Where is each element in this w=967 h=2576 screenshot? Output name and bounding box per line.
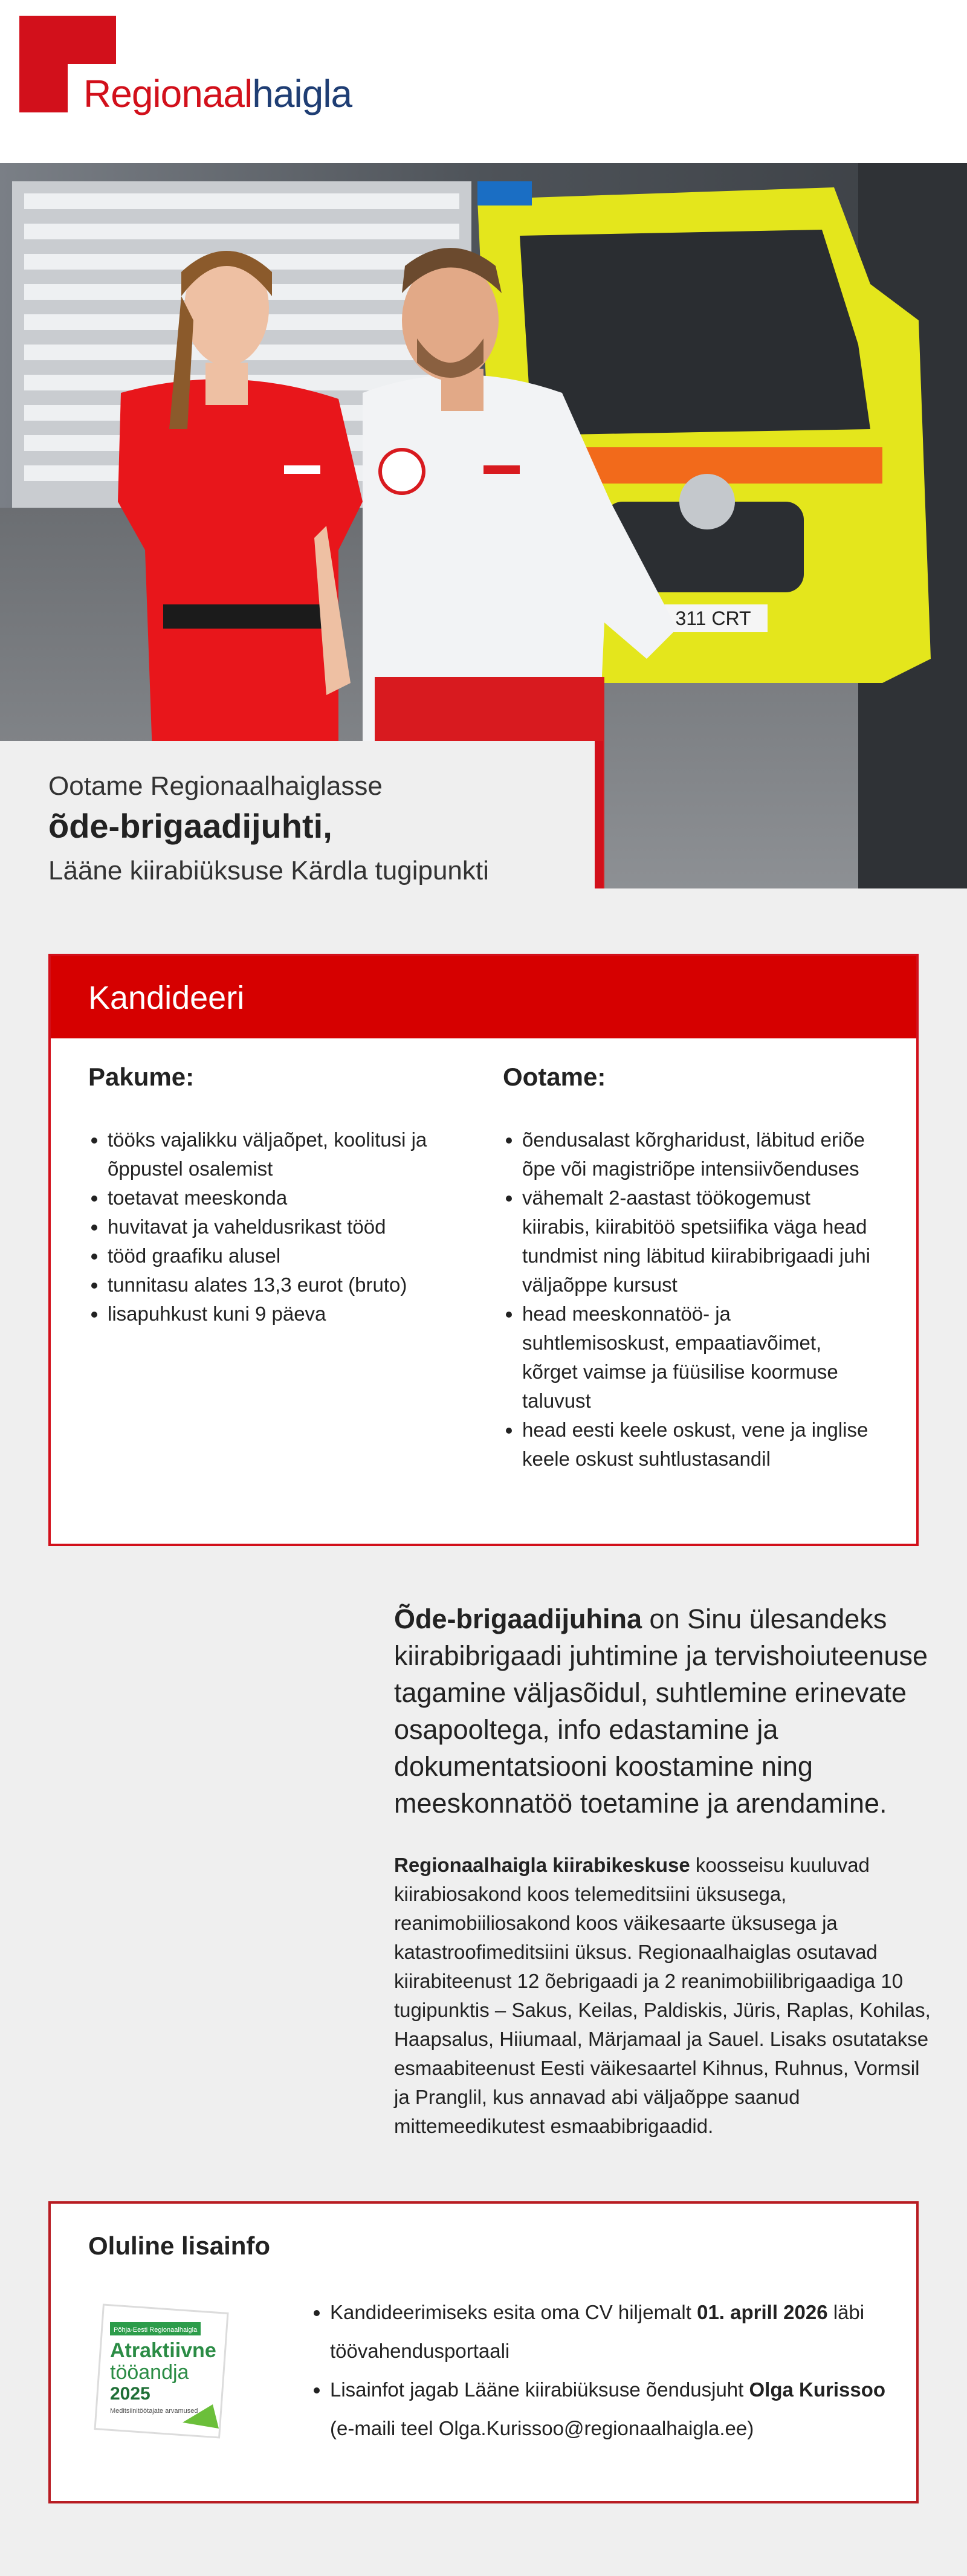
list-item: • toetavat meeskonda — [108, 1183, 457, 1212]
list-item: • õendusalast kõrgharidust, läbitud eriõe õpe või magistriõpe intensiivõenduses — [522, 1125, 872, 1183]
expect-heading: Ootame: — [503, 1063, 606, 1091]
list-item: • lisapuhkust kuni 9 päeva — [108, 1299, 457, 1328]
logo-text-part2: haigla — [252, 72, 352, 115]
apply-button-label: Kandideeri — [88, 980, 245, 1016]
info-list — [311, 2293, 910, 2448]
list-item: • Lisainfot jagab Lääne kiirabiüksuse õendusjuht Olga Kurissoo (e-maili teel Olga.Kurissoo@regionaalhaigla.ee) — [330, 2371, 910, 2448]
list-item: • head eesti keele oskust, vene ja inglise keele oskust suhtlustasandil — [522, 1416, 872, 1474]
logo-text-part1: Regionaal — [83, 72, 253, 115]
apply-box — [48, 954, 919, 1546]
svg-text:2025: 2025 — [110, 2384, 150, 2404]
svg-text:tööandja: tööandja — [110, 2361, 189, 2384]
svg-text:Meditsiinitöötajate arvamused: Meditsiinitöötajate arvamused — [110, 2407, 198, 2415]
list-item: • Kandideerimiseks esita oma CV hiljemalt 01. aprill 2026 läbi töövahendusportaali — [330, 2293, 910, 2371]
deadline-date: 01. aprill 2026 — [697, 2301, 828, 2323]
offer-list — [88, 1125, 457, 1328]
job-location: Lääne kiirabiüksuse Kärdla tugipunkti — [48, 856, 489, 885]
job-description — [394, 1600, 938, 2141]
list-item: • vähemalt 2-aastast töökogemust kiirabis, kiirabitöö spetsiifika väga head tundmist ning läbitud kiirabibrigaadi juhi väljaõppe kursust — [522, 1183, 872, 1299]
contact-name: Olga Kurissoo — [749, 2378, 886, 2401]
list-item: • tööd graafiku alusel — [108, 1241, 457, 1270]
list-item: • tööks vajalikku väljaõpet, koolitusi ja õppustel osalemist — [108, 1125, 457, 1183]
expect-list — [503, 1125, 872, 1474]
body-text: koosseisu kuuluvad kiirabiosakond koos telemeditsiini üksusega, reanimobiiliosakond koos väikesaarte üksusega ja katastroofimeditsiini üksus. Regionaalhaiglas osutavad kiirabiteenust 12 õebrigaadi ja 2 reanimobiilibrigaadiga 10 tugipunktis – Sakus, Keilas, Paldiskis, Jüris, Raplas, Kohilas, Haapsalus, Hiiumaal, Märjamaal ja Sauel. Lisaks osutatakse esmaabiteenust Eesti väikesaartel Kihnus, Ruhnus, Vormsil ja Pranglil, kus annavad abi väljaõppe saanud mittemeedikutest esmaabibrigaadid. — [394, 1854, 931, 2137]
list-item: • huvitavat ja vaheldusrikast tööd — [108, 1212, 457, 1241]
job-title-card — [0, 741, 603, 888]
lead-paragraph — [394, 1600, 938, 1822]
job-title: õde-brigaadijuhti, — [48, 807, 332, 845]
lead-bold: Õde-brigaadijuhina — [394, 1604, 642, 1634]
additional-info-box — [48, 2201, 919, 2503]
offer-column — [88, 1063, 457, 1328]
body-bold: Regionaalhaigla kiirabikeskuse — [394, 1854, 690, 1876]
attractive-employer-badge — [92, 2302, 231, 2441]
svg-text:Atraktiivne: Atraktiivne — [110, 2339, 216, 2362]
offer-heading: Pakume: — [88, 1063, 195, 1091]
body-paragraph — [394, 1851, 938, 2141]
apply-button[interactable] — [51, 956, 916, 1038]
page-header — [0, 0, 967, 163]
info-heading: Oluline lisainfo — [88, 2231, 271, 2260]
svg-text:Põhja-Eesti Regionaalhaigla: Põhja-Eesti Regionaalhaigla — [114, 2326, 198, 2334]
regionaalhaigla-logo[interactable] — [83, 71, 352, 116]
list-item: • tunnitasu alates 13,3 eurot (bruto) — [108, 1270, 457, 1299]
list-item: • head meeskonnatöö- ja suhtlemisoskust, empaatiavõimet, kõrget vaimse ja füüsilise koormuse taluvust — [522, 1299, 872, 1416]
expect-column — [503, 1063, 872, 1474]
title-intro: Ootame Regionaalhaiglasse — [48, 771, 383, 801]
lead-text: on Sinu ülesandeks kiirabibrigaadi juhtimine ja tervishoiuteenuse tagamine väljasõidul, suhtlemine erinevate osapooltega, info edastamine ja dokumentatsiooni koostamine ning meeskonnatöö toetamine ja arendamine. — [394, 1604, 928, 1819]
license-plate: 311 CRT — [675, 607, 751, 629]
title-accent-bar — [595, 741, 603, 888]
